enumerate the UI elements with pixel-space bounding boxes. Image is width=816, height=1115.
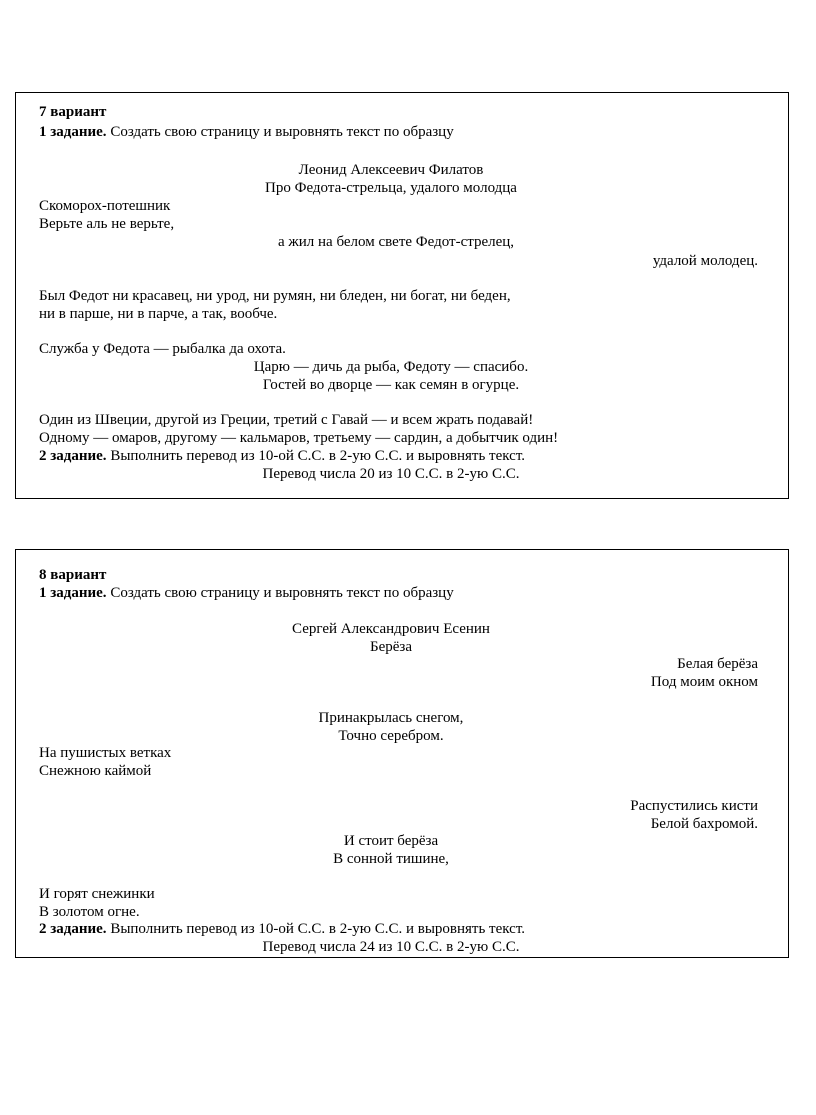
poem-line: ни в парше, ни в парче, а так, вообче.	[39, 306, 278, 322]
poem-line: Точно серебром.	[338, 728, 444, 744]
poem-line: И стоит берёза	[343, 833, 439, 849]
poem-line: Распустились кисти	[630, 798, 758, 814]
poem-work-title: Берёза	[369, 639, 412, 655]
variant-7-card	[15, 92, 789, 499]
poem-line: Скоморох-потешник	[39, 198, 171, 214]
task1-line	[39, 584, 454, 602]
task2-label: 2 задание.	[39, 448, 107, 464]
task2-line	[39, 920, 525, 938]
variant-title: 7 вариант	[39, 104, 107, 120]
poem-line: Был Федот ни красавец, ни урод, ни румян, ни бледен, ни богат, ни беден,	[39, 288, 511, 304]
task2-text: Выполнить перевод из 10-ой С.С. в 2-ую С.С. и выровнять текст.	[106, 448, 526, 464]
poem-line: Верьте аль не верьте,	[39, 216, 175, 232]
task1-label: 1 задание.	[39, 124, 107, 140]
variant-8-card	[15, 549, 789, 958]
poem-line: В сонной тишине,	[333, 851, 449, 867]
task2-conversion: Перевод числа 24 из 10 С.С. в 2-ую С.С.	[262, 939, 520, 955]
task2-conversion: Перевод числа 20 из 10 С.С. в 2-ую С.С.	[262, 466, 520, 482]
poem-line: а жил на белом свете Федот-стрелец,	[278, 234, 515, 250]
poem-line: Снежною каймой	[39, 763, 152, 779]
poem-line: Под моим окном	[650, 674, 758, 690]
poem-line: Один из Швеции, другой из Греции, третий с Гавай — и всем жрать подавай!	[39, 412, 534, 428]
task2-line	[39, 447, 525, 465]
poem-author: Сергей Александрович Есенин	[292, 621, 490, 637]
poem-line: Служба у Федота — рыбалка да охота.	[39, 341, 286, 357]
task2-label: 2 задание.	[39, 921, 107, 937]
poem-line: удалой молодец.	[652, 253, 758, 269]
poem-line: Белая берёза	[677, 656, 758, 672]
poem-line: В золотом огне.	[39, 904, 140, 920]
poem-line: Гостей во дворце — как семян в огурце.	[262, 377, 520, 393]
task1-label: 1 задание.	[39, 585, 107, 601]
variant-title: 8 вариант	[39, 567, 107, 583]
task1-text: Создать свою страницу и выровнять текст по образцу	[106, 585, 454, 601]
poem-line: Одному — омаров, другому — кальмаров, третьему — сардин, а добытчик один!	[39, 430, 559, 446]
task2-text: Выполнить перевод из 10-ой С.С. в 2-ую С.С. и выровнять текст.	[106, 921, 526, 937]
task1-text: Создать свою страницу и выровнять текст по образцу	[106, 124, 454, 140]
poem-line: И горят снежинки	[39, 886, 155, 902]
poem-line: Белой бахромой.	[650, 816, 758, 832]
poem-work-title: Про Федота-стрельца, удалого молодца	[265, 180, 517, 196]
task1-line	[39, 123, 454, 141]
poem-line: Царю — дичь да рыба, Федоту — спасибо.	[253, 359, 529, 375]
poem-author: Леонид Алексеевич Филатов	[298, 162, 484, 178]
poem-line: На пушистых ветках	[39, 745, 172, 761]
poem-line: Принакрылась снегом,	[318, 710, 464, 726]
